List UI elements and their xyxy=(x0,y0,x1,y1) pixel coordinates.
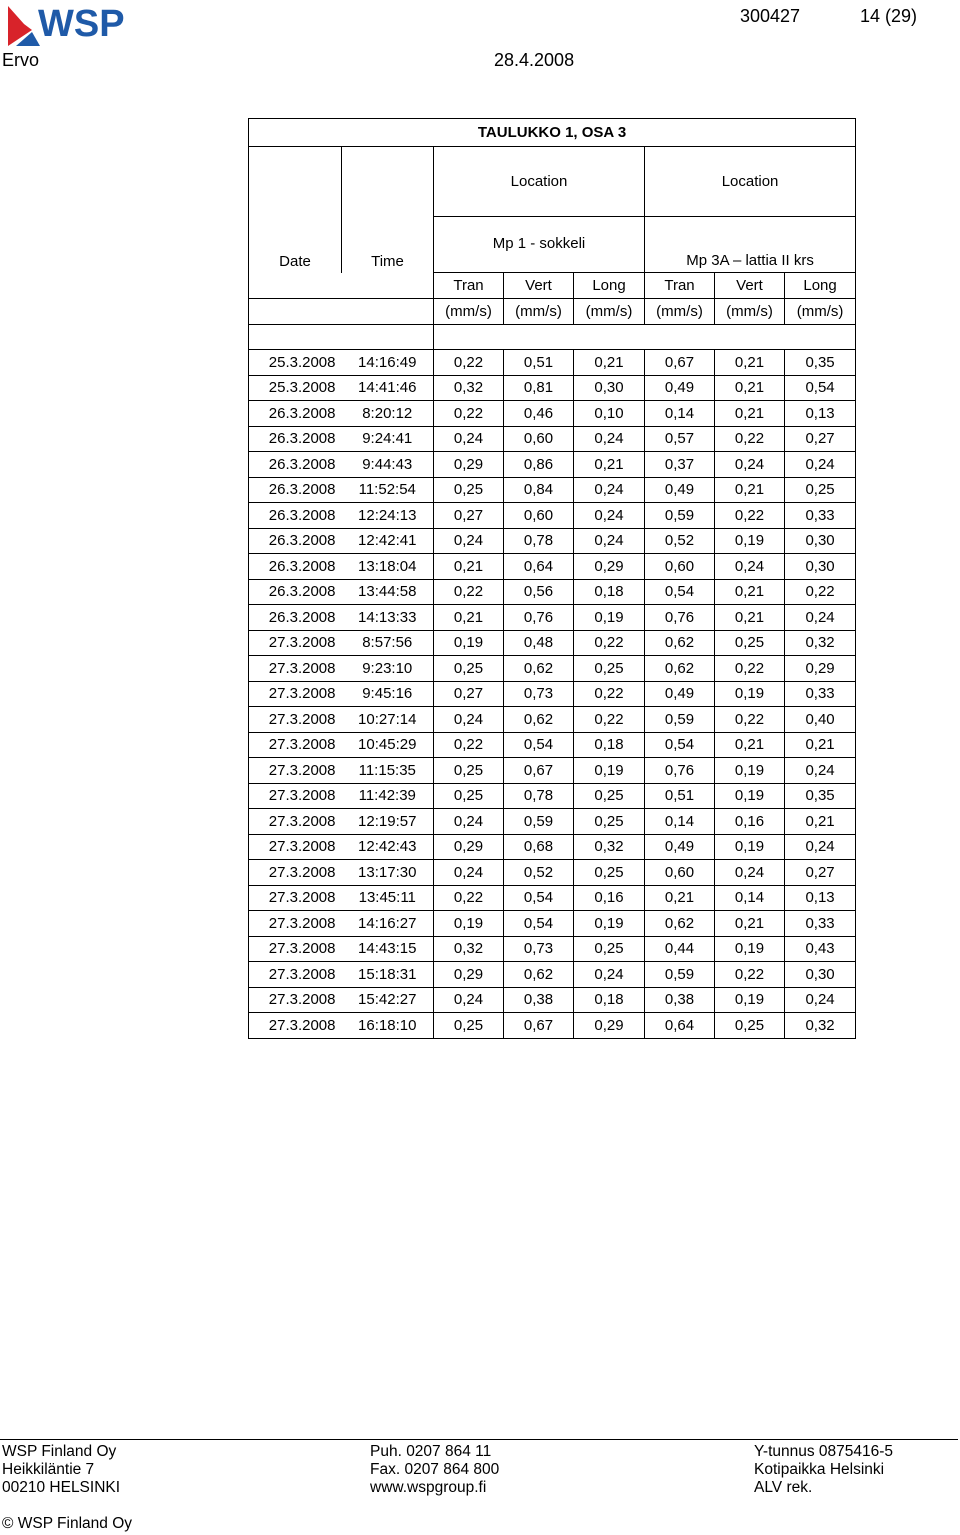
value-cell: 0,19 xyxy=(715,987,785,1013)
table-row xyxy=(249,477,856,503)
value-cell: 0,35 xyxy=(785,350,856,376)
value-cell: 0,59 xyxy=(504,809,574,835)
value-cell: 0,35 xyxy=(785,783,856,809)
value-cell: 0,22 xyxy=(574,681,645,707)
value-cell: 0,64 xyxy=(645,1013,715,1039)
company-name: WSP Finland Oy xyxy=(2,1443,117,1460)
value-cell: 0,37 xyxy=(645,452,715,478)
value-cell: 0,22 xyxy=(434,579,504,605)
value-cell: 0,25 xyxy=(574,656,645,682)
date-header: Date xyxy=(249,147,342,273)
value-cell: 0,21 xyxy=(434,605,504,631)
time-cell: 9:45:16 xyxy=(342,681,434,707)
value-cell: 0,24 xyxy=(715,554,785,580)
value-cell: 0,62 xyxy=(504,656,574,682)
table-row xyxy=(249,987,856,1013)
value-cell: 0,38 xyxy=(504,987,574,1013)
time-cell: 14:13:33 xyxy=(342,605,434,631)
value-cell: 0,25 xyxy=(434,783,504,809)
value-cell: 0,25 xyxy=(574,860,645,886)
value-cell: 0,51 xyxy=(645,783,715,809)
value-cell: 0,49 xyxy=(645,834,715,860)
value-cell: 0,30 xyxy=(785,962,856,988)
value-cell: 0,81 xyxy=(504,375,574,401)
time-cell: 12:42:41 xyxy=(342,528,434,554)
time-cell: 16:18:10 xyxy=(342,1013,434,1039)
value-cell: 0,24 xyxy=(785,605,856,631)
time-cell: 9:23:10 xyxy=(342,656,434,682)
value-cell: 0,24 xyxy=(715,860,785,886)
table-row xyxy=(249,605,856,631)
value-cell: 0,24 xyxy=(434,860,504,886)
time-cell: 14:43:15 xyxy=(342,936,434,962)
phone-number: Puh. 0207 864 11 xyxy=(370,1443,492,1460)
table-row xyxy=(249,707,856,733)
date-cell: 26.3.2008 xyxy=(249,401,342,427)
value-cell: 0,21 xyxy=(715,477,785,503)
table-row xyxy=(249,834,856,860)
value-cell: 0,30 xyxy=(785,528,856,554)
value-cell: 0,22 xyxy=(715,962,785,988)
footer-company-address xyxy=(2,1443,120,1497)
time-cell: 12:24:13 xyxy=(342,503,434,529)
business-id: Y-tunnus 0875416-5 xyxy=(754,1443,894,1460)
value-cell: 0,67 xyxy=(504,1013,574,1039)
value-cell: 0,32 xyxy=(434,936,504,962)
value-cell: 0,62 xyxy=(645,911,715,937)
unit-header: (mm/s) xyxy=(574,299,645,325)
value-cell: 0,30 xyxy=(785,554,856,580)
value-cell: 0,29 xyxy=(785,656,856,682)
value-cell: 0,76 xyxy=(645,758,715,784)
value-cell: 0,49 xyxy=(645,477,715,503)
value-cell: 0,54 xyxy=(504,911,574,937)
value-cell: 0,24 xyxy=(785,834,856,860)
value-cell: 0,78 xyxy=(504,528,574,554)
value-cell: 0,19 xyxy=(715,834,785,860)
date-cell: 27.3.2008 xyxy=(249,758,342,784)
date-cell: 27.3.2008 xyxy=(249,732,342,758)
measurement-table xyxy=(248,118,856,1039)
date-cell: 25.3.2008 xyxy=(249,375,342,401)
street-address: Heikkiläntie 7 xyxy=(2,1461,95,1478)
footer-contact xyxy=(370,1443,499,1497)
time-header: Time xyxy=(342,147,434,273)
value-cell: 0,67 xyxy=(504,758,574,784)
value-cell: 0,29 xyxy=(434,452,504,478)
value-cell: 0,25 xyxy=(715,1013,785,1039)
table-row xyxy=(249,503,856,529)
value-cell: 0,25 xyxy=(785,477,856,503)
table-row xyxy=(249,528,856,554)
time-cell: 10:45:29 xyxy=(342,732,434,758)
value-cell: 0,62 xyxy=(504,962,574,988)
value-cell: 0,54 xyxy=(785,375,856,401)
value-cell: 0,13 xyxy=(785,401,856,427)
date-cell: 26.3.2008 xyxy=(249,579,342,605)
value-cell: 0,68 xyxy=(504,834,574,860)
value-cell: 0,19 xyxy=(574,758,645,784)
value-cell: 0,13 xyxy=(785,885,856,911)
value-cell: 0,25 xyxy=(574,783,645,809)
value-cell: 0,24 xyxy=(574,426,645,452)
date-cell: 27.3.2008 xyxy=(249,809,342,835)
value-cell: 0,24 xyxy=(434,707,504,733)
table-row xyxy=(249,1013,856,1039)
value-cell: 0,60 xyxy=(645,554,715,580)
component-header: Vert xyxy=(504,273,574,299)
value-cell: 0,19 xyxy=(715,783,785,809)
value-cell: 0,24 xyxy=(434,528,504,554)
value-cell: 0,76 xyxy=(645,605,715,631)
value-cell: 0,22 xyxy=(785,579,856,605)
value-cell: 0,19 xyxy=(715,936,785,962)
value-cell: 0,54 xyxy=(645,732,715,758)
value-cell: 0,27 xyxy=(785,860,856,886)
time-cell: 14:16:49 xyxy=(342,350,434,376)
date-cell: 26.3.2008 xyxy=(249,426,342,452)
value-cell: 0,25 xyxy=(434,477,504,503)
value-cell: 0,24 xyxy=(785,758,856,784)
value-cell: 0,14 xyxy=(645,401,715,427)
value-cell: 0,18 xyxy=(574,579,645,605)
value-cell: 0,18 xyxy=(574,987,645,1013)
value-cell: 0,60 xyxy=(504,503,574,529)
value-cell: 0,86 xyxy=(504,452,574,478)
time-cell: 9:24:41 xyxy=(342,426,434,452)
value-cell: 0,21 xyxy=(434,554,504,580)
unit-header: (mm/s) xyxy=(715,299,785,325)
unit-header: (mm/s) xyxy=(504,299,574,325)
component-header: Long xyxy=(574,273,645,299)
value-cell: 0,22 xyxy=(434,350,504,376)
value-cell: 0,18 xyxy=(574,732,645,758)
value-cell: 0,10 xyxy=(574,401,645,427)
value-cell: 0,56 xyxy=(504,579,574,605)
value-cell: 0,25 xyxy=(715,630,785,656)
table-row xyxy=(249,656,856,682)
date-cell: 27.3.2008 xyxy=(249,885,342,911)
time-cell: 13:18:04 xyxy=(342,554,434,580)
table-row xyxy=(249,860,856,886)
value-cell: 0,78 xyxy=(504,783,574,809)
time-cell: 15:18:31 xyxy=(342,962,434,988)
value-cell: 0,24 xyxy=(574,962,645,988)
time-cell: 14:41:46 xyxy=(342,375,434,401)
date-cell: 26.3.2008 xyxy=(249,554,342,580)
value-cell: 0,22 xyxy=(434,885,504,911)
copyright: © WSP Finland Oy xyxy=(2,1515,133,1532)
value-cell: 0,27 xyxy=(434,681,504,707)
value-cell: 0,48 xyxy=(504,630,574,656)
table-row xyxy=(249,809,856,835)
date-cell: 26.3.2008 xyxy=(249,452,342,478)
value-cell: 0,32 xyxy=(434,375,504,401)
component-header: Vert xyxy=(715,273,785,299)
value-cell: 0,62 xyxy=(645,656,715,682)
value-cell: 0,22 xyxy=(574,707,645,733)
time-cell: 12:19:57 xyxy=(342,809,434,835)
component-header: Long xyxy=(785,273,856,299)
table-row xyxy=(249,732,856,758)
footer-divider xyxy=(0,1439,958,1440)
value-cell: 0,33 xyxy=(785,503,856,529)
table-title: TAULUKKO 1, OSA 3 xyxy=(249,119,856,147)
value-cell: 0,19 xyxy=(434,630,504,656)
value-cell: 0,24 xyxy=(574,477,645,503)
unit-header: (mm/s) xyxy=(434,299,504,325)
table-row xyxy=(249,401,856,427)
value-cell: 0,30 xyxy=(574,375,645,401)
document-date: 28.4.2008 xyxy=(494,50,575,70)
time-cell: 9:44:43 xyxy=(342,452,434,478)
value-cell: 0,27 xyxy=(434,503,504,529)
time-cell: 13:44:58 xyxy=(342,579,434,605)
value-cell: 0,44 xyxy=(645,936,715,962)
document-number: 300427 xyxy=(740,6,801,26)
value-cell: 0,22 xyxy=(434,401,504,427)
time-cell: 11:42:39 xyxy=(342,783,434,809)
vat-registration: ALV rek. xyxy=(754,1479,813,1496)
value-cell: 0,54 xyxy=(504,732,574,758)
value-cell: 0,21 xyxy=(715,401,785,427)
time-cell: 8:57:56 xyxy=(342,630,434,656)
time-cell: 13:17:30 xyxy=(342,860,434,886)
fax-number: Fax. 0207 864 800 xyxy=(370,1461,500,1478)
value-cell: 0,59 xyxy=(645,707,715,733)
website: www.wspgroup.fi xyxy=(370,1479,487,1496)
date-cell: 27.3.2008 xyxy=(249,1013,342,1039)
location-name-2: Mp 3A – lattia II krs xyxy=(645,217,856,273)
time-cell: 11:52:54 xyxy=(342,477,434,503)
value-cell: 0,29 xyxy=(434,962,504,988)
value-cell: 0,25 xyxy=(574,936,645,962)
value-cell: 0,19 xyxy=(574,605,645,631)
value-cell: 0,24 xyxy=(574,503,645,529)
date-cell: 26.3.2008 xyxy=(249,503,342,529)
value-cell: 0,21 xyxy=(574,452,645,478)
value-cell: 0,46 xyxy=(504,401,574,427)
value-cell: 0,64 xyxy=(504,554,574,580)
value-cell: 0,21 xyxy=(715,579,785,605)
table-row xyxy=(249,936,856,962)
value-cell: 0,22 xyxy=(715,503,785,529)
value-cell: 0,52 xyxy=(645,528,715,554)
value-cell: 0,21 xyxy=(715,911,785,937)
location-label-2: Location xyxy=(645,147,856,217)
table-row xyxy=(249,758,856,784)
date-cell: 27.3.2008 xyxy=(249,834,342,860)
date-cell: 27.3.2008 xyxy=(249,987,342,1013)
value-cell: 0,24 xyxy=(715,452,785,478)
date-cell: 27.3.2008 xyxy=(249,630,342,656)
value-cell: 0,19 xyxy=(434,911,504,937)
postal-address: 00210 HELSINKI xyxy=(2,1479,121,1496)
value-cell: 0,21 xyxy=(715,350,785,376)
value-cell: 0,21 xyxy=(715,605,785,631)
value-cell: 0,52 xyxy=(504,860,574,886)
date-cell: 27.3.2008 xyxy=(249,656,342,682)
value-cell: 0,43 xyxy=(785,936,856,962)
table-row xyxy=(249,783,856,809)
domicile: Kotipaikka Helsinki xyxy=(754,1461,885,1478)
value-cell: 0,14 xyxy=(645,809,715,835)
value-cell: 0,49 xyxy=(645,375,715,401)
table-row xyxy=(249,350,856,376)
value-cell: 0,24 xyxy=(785,452,856,478)
value-cell: 0,21 xyxy=(785,809,856,835)
value-cell: 0,25 xyxy=(574,809,645,835)
value-cell: 0,62 xyxy=(645,630,715,656)
value-cell: 0,84 xyxy=(504,477,574,503)
table-row xyxy=(249,579,856,605)
table-body xyxy=(249,350,856,1039)
date-cell: 27.3.2008 xyxy=(249,911,342,937)
date-cell: 27.3.2008 xyxy=(249,783,342,809)
value-cell: 0,40 xyxy=(785,707,856,733)
table-row xyxy=(249,962,856,988)
value-cell: 0,76 xyxy=(504,605,574,631)
location-label-1: Location xyxy=(434,147,645,217)
value-cell: 0,24 xyxy=(434,987,504,1013)
table-row xyxy=(249,630,856,656)
value-cell: 0,57 xyxy=(645,426,715,452)
table-row xyxy=(249,426,856,452)
author-name: Ervo xyxy=(2,50,40,70)
table-row xyxy=(249,554,856,580)
time-cell: 12:42:43 xyxy=(342,834,434,860)
value-cell: 0,51 xyxy=(504,350,574,376)
date-cell: 25.3.2008 xyxy=(249,350,342,376)
value-cell: 0,24 xyxy=(785,987,856,1013)
value-cell: 0,29 xyxy=(574,1013,645,1039)
value-cell: 0,19 xyxy=(715,758,785,784)
value-cell: 0,54 xyxy=(504,885,574,911)
value-cell: 0,25 xyxy=(434,1013,504,1039)
value-cell: 0,62 xyxy=(504,707,574,733)
date-cell: 27.3.2008 xyxy=(249,681,342,707)
value-cell: 0,24 xyxy=(434,809,504,835)
date-cell: 27.3.2008 xyxy=(249,860,342,886)
table-row xyxy=(249,885,856,911)
value-cell: 0,38 xyxy=(645,987,715,1013)
time-cell: 14:16:27 xyxy=(342,911,434,937)
component-header: Tran xyxy=(434,273,504,299)
footer-registration xyxy=(754,1443,893,1497)
table-row xyxy=(249,452,856,478)
unit-header: (mm/s) xyxy=(785,299,856,325)
value-cell: 0,32 xyxy=(785,630,856,656)
unit-header: (mm/s) xyxy=(645,299,715,325)
value-cell: 0,32 xyxy=(574,834,645,860)
time-cell: 8:20:12 xyxy=(342,401,434,427)
value-cell: 0,22 xyxy=(574,630,645,656)
value-cell: 0,19 xyxy=(574,911,645,937)
value-cell: 0,60 xyxy=(504,426,574,452)
value-cell: 0,54 xyxy=(645,579,715,605)
value-cell: 0,22 xyxy=(715,426,785,452)
time-cell: 13:45:11 xyxy=(342,885,434,911)
value-cell: 0,29 xyxy=(574,554,645,580)
value-cell: 0,27 xyxy=(785,426,856,452)
table-row xyxy=(249,911,856,937)
value-cell: 0,59 xyxy=(645,503,715,529)
time-cell: 11:15:35 xyxy=(342,758,434,784)
value-cell: 0,19 xyxy=(715,528,785,554)
time-cell: 10:27:14 xyxy=(342,707,434,733)
value-cell: 0,59 xyxy=(645,962,715,988)
table-row xyxy=(249,375,856,401)
date-cell: 26.3.2008 xyxy=(249,528,342,554)
page-number: 14 (29) xyxy=(860,6,918,26)
value-cell: 0,32 xyxy=(785,1013,856,1039)
component-header: Tran xyxy=(645,273,715,299)
value-cell: 0,22 xyxy=(715,656,785,682)
table-row xyxy=(249,681,856,707)
value-cell: 0,16 xyxy=(715,809,785,835)
value-cell: 0,22 xyxy=(434,732,504,758)
value-cell: 0,67 xyxy=(645,350,715,376)
date-cell: 26.3.2008 xyxy=(249,605,342,631)
value-cell: 0,21 xyxy=(715,375,785,401)
value-cell: 0,21 xyxy=(574,350,645,376)
value-cell: 0,73 xyxy=(504,936,574,962)
value-cell: 0,49 xyxy=(645,681,715,707)
value-cell: 0,21 xyxy=(785,732,856,758)
date-cell: 27.3.2008 xyxy=(249,936,342,962)
value-cell: 0,60 xyxy=(645,860,715,886)
date-cell: 26.3.2008 xyxy=(249,477,342,503)
value-cell: 0,21 xyxy=(715,732,785,758)
value-cell: 0,22 xyxy=(715,707,785,733)
value-cell: 0,29 xyxy=(434,834,504,860)
time-cell: 15:42:27 xyxy=(342,987,434,1013)
value-cell: 0,25 xyxy=(434,656,504,682)
value-cell: 0,73 xyxy=(504,681,574,707)
value-cell: 0,33 xyxy=(785,681,856,707)
value-cell: 0,33 xyxy=(785,911,856,937)
wsp-logo xyxy=(4,0,164,48)
date-cell: 27.3.2008 xyxy=(249,962,342,988)
value-cell: 0,24 xyxy=(434,426,504,452)
location-name-1: Mp 1 - sokkeli xyxy=(434,217,645,273)
value-cell: 0,21 xyxy=(645,885,715,911)
value-cell: 0,14 xyxy=(715,885,785,911)
value-cell: 0,19 xyxy=(715,681,785,707)
value-cell: 0,25 xyxy=(434,758,504,784)
date-cell: 27.3.2008 xyxy=(249,707,342,733)
logo-text: WSP xyxy=(38,3,125,45)
value-cell: 0,16 xyxy=(574,885,645,911)
value-cell: 0,24 xyxy=(574,528,645,554)
